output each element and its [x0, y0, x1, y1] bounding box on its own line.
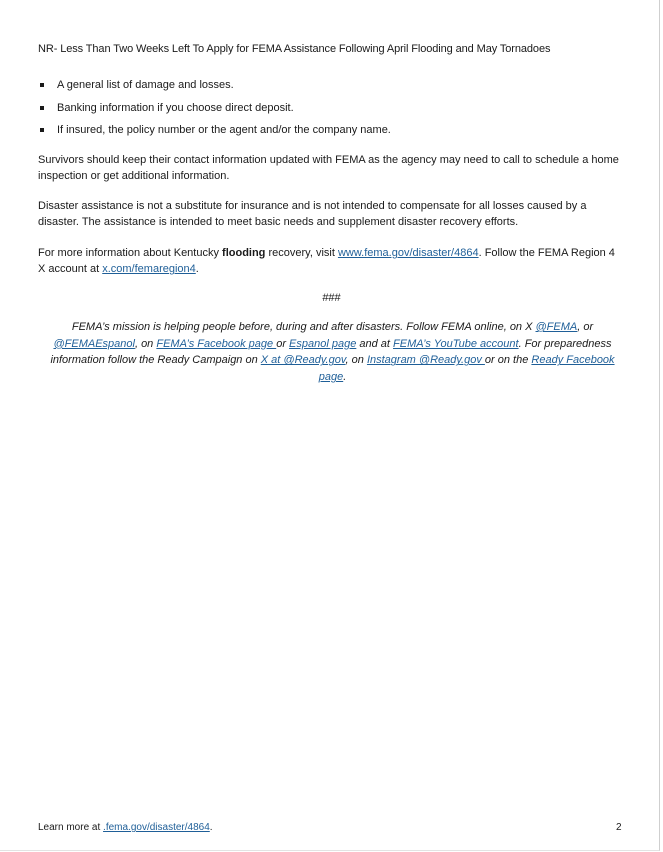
text: For more information about Kentucky — [38, 247, 223, 259]
footer-disaster-link[interactable]: .fema.gov/disaster/4864 — [103, 822, 210, 833]
text: or on the — [484, 354, 532, 367]
page-footer — [38, 822, 213, 833]
espanol-page-link[interactable]: Espanol page — [289, 337, 357, 350]
footer-suffix: . — [209, 822, 213, 833]
region4-x-link[interactable]: x.com/femaregion4 — [102, 263, 196, 276]
requirements-list — [38, 78, 391, 146]
list-item: A general list of damage and losses. — [38, 78, 391, 101]
ready-facebook-link[interactable]: Ready Facebook page — [318, 354, 615, 384]
ready-x-link[interactable]: X at @Ready.gov — [260, 354, 346, 367]
fema-youtube-link[interactable]: FEMA’s YouTube account — [393, 337, 519, 350]
fema-x-link[interactable]: @FEMA — [535, 321, 578, 333]
page-number: 2 — [616, 822, 622, 833]
disaster-page-link[interactable]: www.fema.gov/disaster/4864 — [337, 247, 479, 259]
text: . For preparedness information follow the Ready Campaign on — [50, 337, 612, 367]
section-separator: ### — [322, 292, 341, 304]
text: and at — [356, 337, 394, 350]
fema-espanol-x-link[interactable]: @FEMAEspanol — [53, 337, 135, 350]
bold-word: flooding — [222, 247, 266, 259]
text: . Follow the FEMA Region 4 X account at — [38, 247, 615, 276]
text: , on — [345, 354, 367, 367]
more-info-paragraph — [38, 245, 623, 278]
insurance-paragraph: Disaster assistance is not a substitute for insurance and is not intended to compensate for all losses caused by a disaster. The assistance is intended to meet basic needs and supplement disaster recovery efforts. — [38, 200, 587, 229]
text: . — [343, 371, 347, 384]
mission-statement — [40, 319, 625, 386]
document-header: NR- Less Than Two Weeks Left To Apply for FEMA Assistance Following April Flooding and May Tornadoes — [38, 43, 551, 55]
ready-instagram-link[interactable]: Instagram @Ready.gov — [366, 354, 485, 367]
text: or — [276, 337, 290, 350]
text: , or — [577, 321, 594, 333]
text: recovery, visit — [265, 247, 338, 259]
text: , on — [134, 337, 157, 350]
contact-info-paragraph: Survivors should keep their contact information updated with FEMA as the agency may need to call to schedule a home inspection or get additional information. — [38, 154, 619, 183]
text: . — [195, 263, 199, 276]
text: FEMA’s mission is helping people before, during and after disasters. Follow FEMA online, on X — [71, 321, 536, 333]
list-item: If insured, the policy number or the agent and/or the company name. — [38, 123, 391, 146]
footer-text: Learn more at — [38, 822, 104, 833]
fema-facebook-link[interactable]: FEMA’s Facebook page — [156, 337, 277, 350]
list-item: Banking information if you choose direct deposit. — [38, 101, 391, 124]
